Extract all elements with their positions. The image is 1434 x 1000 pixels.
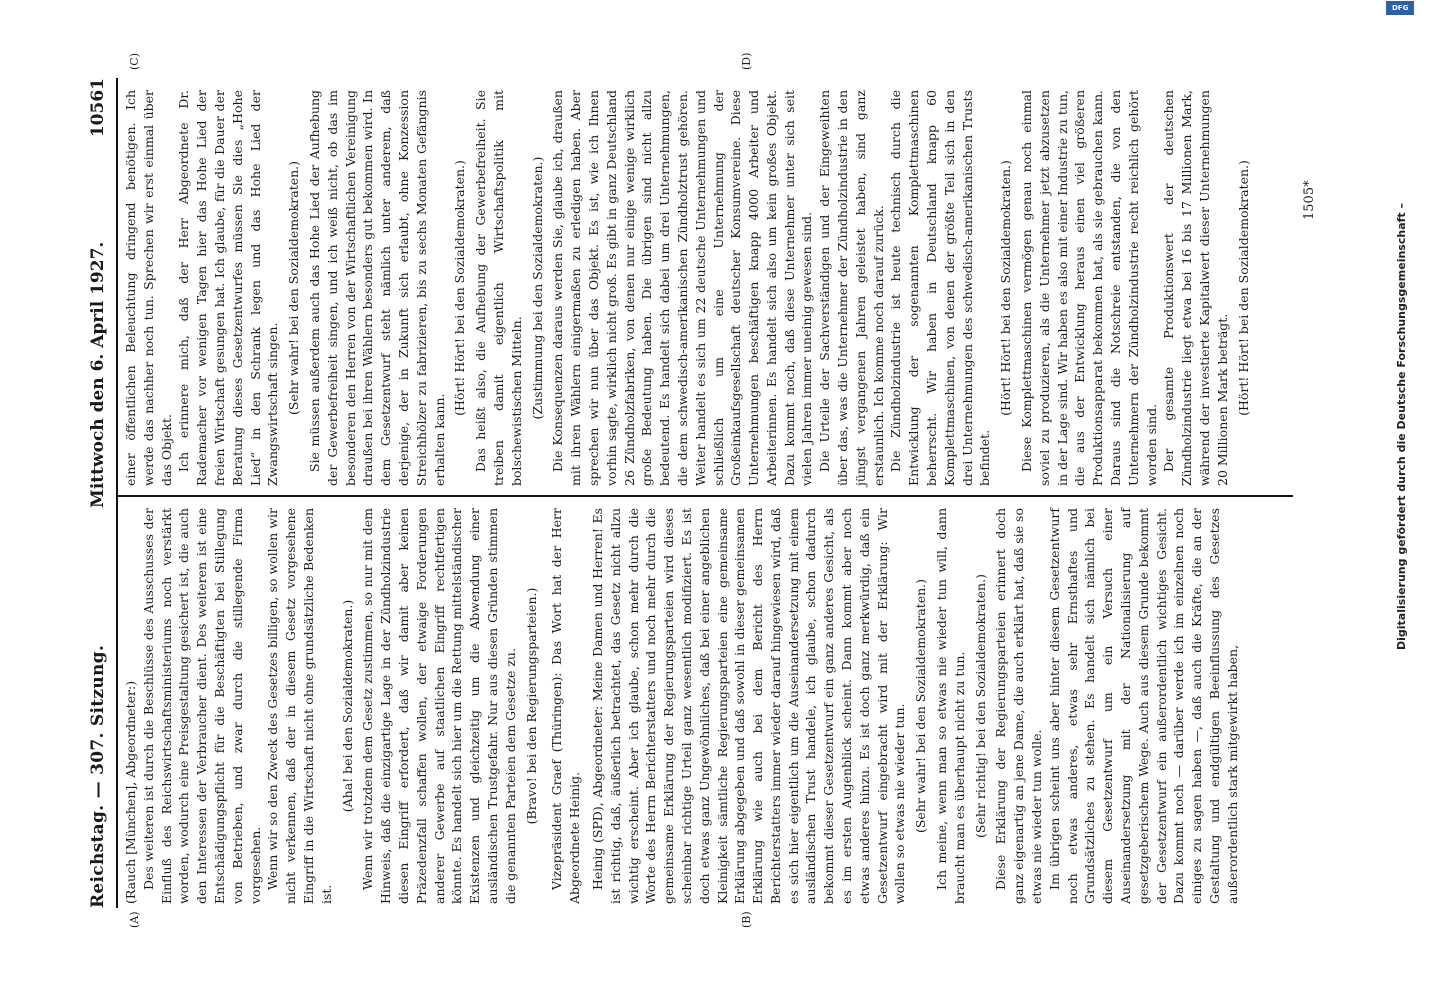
interjection: (Aha! bei den Sozialdemokraten.): [339, 599, 355, 813]
paragraph: Vizepräsident Graef (Thüringen): Das Wort hat der Herr Abgeordnete Heinig.: [549, 508, 583, 904]
paragraph: Die Konsequenzen daraus werden Sie, glaube ich, draußen mit ihren Wählern einigermaßen zu erledigen haben. Aber sprechen wir nun über das Objekt. Es ist, wie ich Ihnen vorhin sagte, wirklich nicht groß. Es gibt in ganz Deutschland 26 Zündholzfabriken, von denen nur einige wenige wirklich große Bedeutung haben. Die übrigen sind nicht allzu bedeutend. Es handelt sich dabei um drei Unternehmungen, die dem schwedisch-amerikanischen Zündholztrust gehören. Weiter handelt es sich um 22 deutsche Unternehmungen und schließlich um eine Unternehmung der Großeinkaufsgesellschaft deutscher Konsumvereine. Diese Unternehmungen beschäftigen knapp 4000 Arbeiter und Arbeiterinnen. Es handelt sich also um kein großes Objekt. Dazu kommt noch, daß diese Unternehmer unter sich seit vielen Jahren immer uneinig gewesen sind.: [550, 90, 815, 486]
signature-mark: 1505*: [1302, 180, 1317, 220]
paragraph: Der gesamte Produktionswert der deutschen Zündholzindustrie liegt etwa bei 16 bis 17 Millionen Mark, während der investierte Kapitalwert dieser Unternehmungen 20 Millionen Mark beträgt.: [1161, 90, 1230, 486]
interjection: (Hört! Hört! bei den Sozialdemokraten.): [998, 160, 1014, 416]
paragraph: Diese Erklärung der Regierungsparteien erinnert doch ganz eigenartig an jene Dame, die auch erklärt hat, daß sie so etwas nie wieder tun wolle.: [993, 508, 1045, 904]
dfg-logo: DFG: [1386, 1, 1414, 15]
margin-mark-a: (A): [128, 911, 141, 928]
paragraph: Heinig (SPD), Abgeordneter: Meine Damen und Herren! Es ist richtig, daß, äußerlich betrachtet, das Gesetz nicht allzu wichtig erscheint. Aber ich glaube, schon mehr durch die Worte des Herrn Berichterstatters und noch mehr durch die gemeinsame Erklärung der Regierungsparteien wird dieses scheinbar richtige Urteil ganz wesentlich modifiziert. Es ist doch etwas ganz Ungewöhnliches, daß bei einer angeblichen Kleinigkeit sämtliche Regierungsparteien eine gemeinsame Erklärung abgegeben und daß sowohl in dieser gemeinsamen Erklärung wie auch bei dem Bericht des Herrn Berichterstatters immer wieder darauf hingewiesen wird, daß es sich hier eigentlich um die Auseinandersetzung mit einem ausländischen Trust handele, ich glaube, schon dadurch bekommt dieser Gesetzentwurf ein ganz anderes Gesicht, als es im ersten Augenblick scheint. Dann kommt aber noch etwas anderes hinzu. Es ist doch ganz merkwürdig, daß ein Gesetzentwurf eingebracht wird mit der Erklärung: Wir wollen so etwas nie wieder tun.: [589, 508, 908, 904]
paragraph: Die Urteile der Sachverständigen und der Eingeweihten über das, was die Unternehmer der Zündholzindustrie in den jüngst vergangenen Jahren geleistet haben, sind ganz erstaunlich. Ich komme noch darauf zurück.: [817, 90, 886, 486]
paragraph: Die Zündholzindustrie ist heute technisch durch die Entwicklung der sogenannten Komplettmaschinen beherrscht. Wir haben in Deutschland knapp 60 Komplettmaschinen, von denen der größte Teil sich in den drei Unternehmungen des schwedisch-amerikanischen Trusts befindet.: [888, 90, 993, 486]
paragraph: Im übrigen scheint uns aber hinter diesem Gesetzentwurf noch etwas anderes, etwas sehr Ernsthaftes und Grundsätzliches zu stehen. Es handelt sich nämlich bei diesem Gesetzentwurf um ein Versuch einer Auseinandersetzung mit der Nationalisierung auf gesetzgeberischem Wege. Auch aus diesem Grunde bekommt der Gesetzentwurf ein außerordentlich wichtiges Gesicht. Dazu kommt noch — darüber werde ich im einzelnen noch einiges zu sagen haben —, daß auch die Kräfte, die an der Gestaltung und endgültigen Beeinflussung des Gesetzes außerordentlich stark mitgewirkt haben,: [1046, 508, 1240, 904]
paragraph: Wenn wir trotzdem dem Gesetz zustimmen, so nur mit dem Hinweis, daß die einzigartige Lage in der Zündholzindustrie diesen Eingriff erfordert, daß wir damit aber keinen Präzedenzfall schaffen wollen, der etwaige Forderungen anderer Gewerbe auf staatlichen Eingriff rechtfertigen könnte. Es handelt sich hier um die Rettung mittelständischer Existenzen und gleichzeitig um die Abwendung einer ausländischen Trustgefahr. Nur aus diesen Gründen stimmen die genannten Parteien dem Gesetze zu.: [360, 508, 518, 904]
column-divider: [118, 495, 1293, 497]
page-number: 10561: [88, 78, 108, 138]
interjection: (Bravo! bei den Regierungsparteien.): [523, 587, 539, 825]
paragraph: Sie müssen außerdem auch das Hohe Lied der Aufhebung der Gewerbefreiheit singen, und ich weiß nicht, ob das im besonderen den Herren von der Wirtschaftlichen Vereinigung draußen bei ihren Wählern besonders gut bekommen wird. In dem Gesetzentwurf steht nämlich unter anderem, daß derjenige, der in Zukunft sich erlaubt, ohne Konzession Streichhölzer zu fabrizieren, bis zu sechs Monaten Gefängnis erhalten kann.: [306, 90, 447, 486]
paragraph: Diese Komplettmaschinen vermögen genau noch einmal soviel zu produzieren, als die Unternehmer jetzt abzusetzen in der Lage sind. Wir haben es also mit einer Industrie zu tun, die aus der Entwicklung heraus einen viel größeren Produktionsapparat bekommen hat, als sie gebrauchen kann. Daraus sind die Notschreie entstanden, die von den Unternehmern der Zündholzindustrie recht reichlich gehört worden sind.: [1019, 90, 1159, 486]
interjection: (Hört! Hört! bei den Sozialdemokraten.): [452, 160, 468, 416]
digitization-note: Digitalisierung gefördert durch die Deutsche Forschungsgemeinschaft –: [1395, 203, 1408, 650]
interjection: (Zustimmung bei den Sozialdemokraten.): [529, 156, 545, 420]
right-column: [122, 90, 1255, 486]
paragraph: Wenn wir so den Zweck des Gesetzes billigen, so wollen wir nicht verkennen, daß der in diesem Gesetz vorgesehene Eingriff in die Wirtschaft nicht ohne grundsätzliche Bedenken ist.: [265, 508, 334, 904]
interjection: (Sehr richtig! bei den Sozialdemokraten.): [972, 574, 988, 838]
left-column: [122, 508, 1242, 904]
paragraph: Des weiteren ist durch die Beschlüsse des Ausschusses der Einfluß des Reichswirtschaftsministeriums noch verstärkt worden, wodurch eine Preisgestaltung gesichert ist, die auch den Interessen der Verbraucher dient. Des weiteren ist eine Entschädigungspflicht für die Beschäftigten bei Stillegung von Betrieben, und zwar durch die stillegende Firma vorgesehen.: [140, 508, 263, 904]
paragraph: einer öffentlichen Beleuchtung dringend benötigen. Ich werde das nachher noch tun. Sprechen wir erst einmal über das Objekt.: [123, 90, 174, 486]
header-rule: [116, 78, 118, 908]
paragraph: Ich meine, wenn man so etwas nie wieder tun will, dann braucht man es überhaupt nicht zu tun.: [934, 508, 967, 904]
interjection: (Sehr wahr! bei den Sozialdemokraten.): [286, 160, 302, 416]
header-date: Mittwoch den 6. April 1927.: [88, 241, 108, 508]
paragraph: Das heißt also, die Aufhebung der Gewerbefreiheit. Sie treiben damit eigentlich Wirtschaftspolitik mit bolschewistischen Mitteln.: [473, 90, 524, 486]
page-header: [88, 78, 114, 908]
paragraph: (Rauch [München], Abgeordneter:): [123, 680, 138, 904]
margin-mark-c: (C): [128, 53, 141, 70]
interjection: (Sehr wahr! bei den Sozialdemokraten.): [913, 578, 929, 834]
header-left: Reichstag. — 307. Sitzung.: [88, 644, 108, 908]
margin-mark-b: (B): [740, 911, 753, 928]
paragraph: Ich erinnere mich, daß der Herr Abgeordnete Dr. Rademacher vor wenigen Tagen hier das Hohe Lied der freien Wirtschaft gesungen hat. Ich glaube, für die Dauer der Beratung dieses Gesetzentwurfes müssen Sie dies „Hohe Lied“ in den Schrank legen und das Hohe Lied der Zwangswirtschaft singen.: [176, 90, 281, 486]
margin-mark-d: (D): [740, 52, 753, 70]
interjection: (Hört! Hört! bei den Sozialdemokraten.): [1235, 160, 1251, 416]
